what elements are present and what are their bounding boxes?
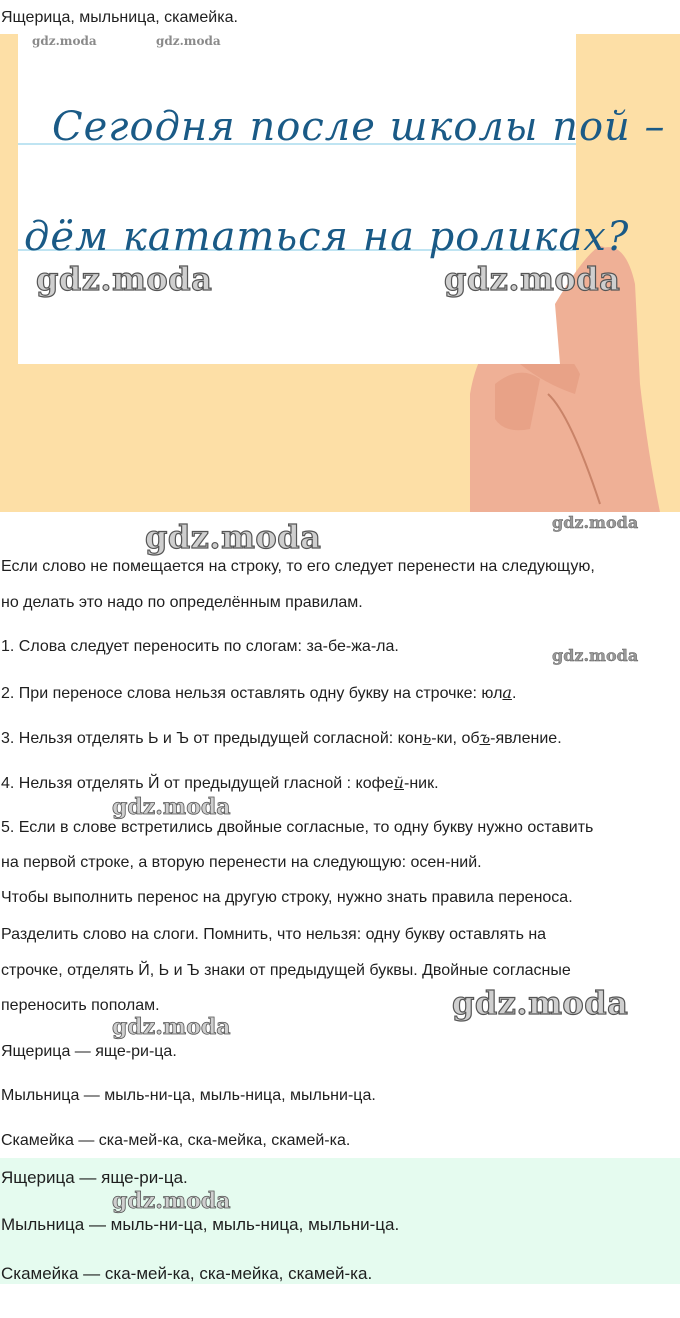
rule-5-line-2: на первой строке, а вторую перенести на следующую: осен-ний. (1, 854, 482, 871)
summary-line-4: переносить пополам. (1, 997, 160, 1014)
watermark: gdz.moda (552, 646, 639, 665)
rule-4: 4. Нельзя отделять Й от предыдущей гласной : кофей-ник. (1, 773, 439, 792)
word-line: Скамейка — ска-мей-ка, ска-мейка, скамей-ка. (1, 1132, 351, 1149)
watermark: gdz.moda (112, 1014, 231, 1040)
watermark: gdz.moda (156, 34, 221, 48)
summary-line-2: Разделить слово на слоги. Помнить, что нельзя: одну букву оставлять на (1, 926, 547, 943)
task-title: Ящерица, мыльница, скамейка. (1, 9, 238, 26)
summary-line-3: строчке, отделять Й, Ь и Ъ знаки от предыдущей буквы. Двойные согласные (1, 962, 571, 979)
answer-line: Скамейка — ска-мей-ка, ска-мейка, скамей-ка. (1, 1264, 373, 1283)
rule-2: 2. При переносе слова нельзя оставлять одну букву на строчке: юла. (1, 683, 517, 702)
answer-line: Ящерица — яще-ри-ца. (1, 1168, 188, 1187)
card (18, 34, 576, 364)
watermark: gdz.moda (32, 34, 97, 48)
rule-5-line-1: 5. Если в слове встретились двойные согласные, то одну букву нужно оставить (1, 819, 594, 836)
illustration (0, 34, 680, 512)
summary-line-1: Чтобы выполнить перенос на другую строку, нужно знать правила переноса. (1, 889, 573, 906)
watermark: gdz.moda (112, 794, 231, 820)
card-line-1: Сегодня после школы пой – (52, 104, 666, 150)
rules-intro-1: Если слово не помещается на строку, то его следует перенести на следующую, (1, 558, 595, 575)
watermark: gdz.moda (552, 513, 639, 532)
rule-3: 3. Нельзя отделять Ь и Ъ от предыдущей согласной: конь-ки, объ-явление. (1, 728, 562, 747)
word-line: Мыльница — мыль-ни-ца, мыль-ница, мыльни-ца. (1, 1087, 376, 1104)
watermark: gdz.moda (444, 260, 621, 298)
watermark: gdz.moda (452, 984, 629, 1022)
rules-intro-2: но делать это надо по определённым правилам. (1, 594, 363, 611)
watermark: gdz.moda (112, 1188, 231, 1214)
rule-1: 1. Слова следует переносить по слогам: за-бе-жа-ла. (1, 638, 399, 655)
watermark: gdz.moda (145, 518, 322, 556)
answer-line: Мыльница — мыль-ни-ца, мыль-ница, мыльни-ца. (1, 1215, 400, 1234)
word-line: Ящерица — яще-ри-ца. (1, 1043, 177, 1060)
card-line-2: дём кататься на роликах? (24, 214, 630, 260)
watermark: gdz.moda (36, 260, 213, 298)
